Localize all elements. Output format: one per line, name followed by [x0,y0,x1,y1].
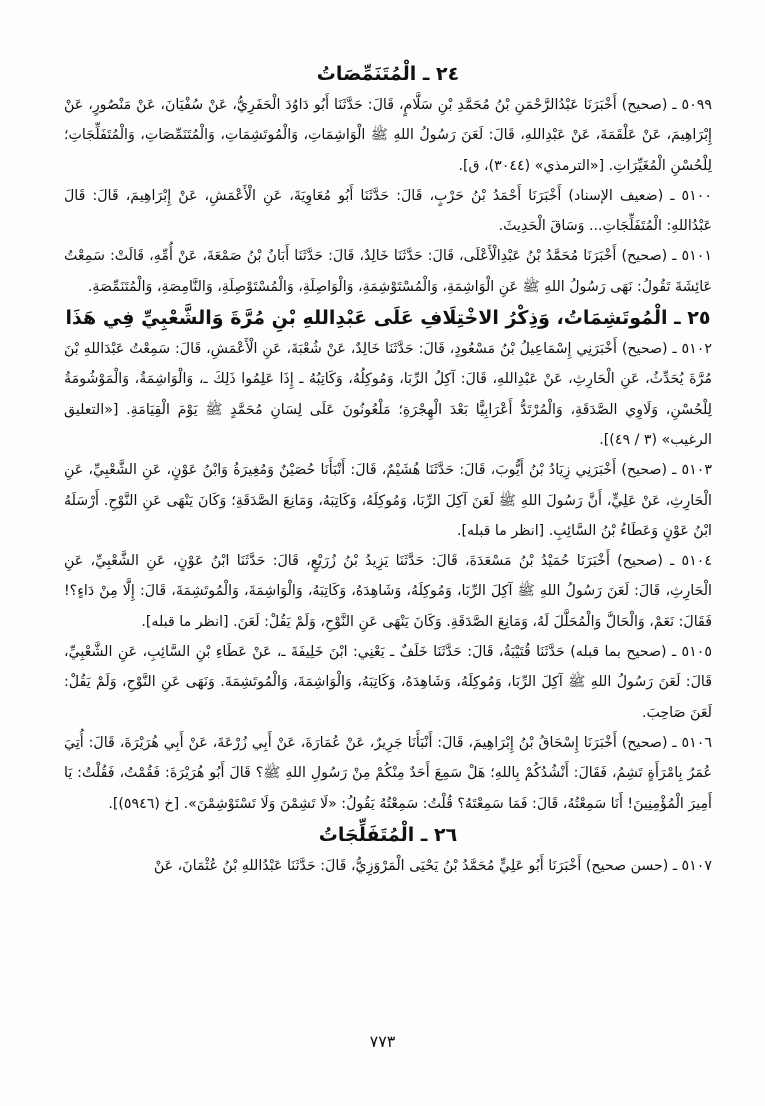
hadith-text: أَخْبَرَنَا عَبْدُالرَّحْمَنِ بْنُ مُحَمَّدِ بْنِ سَلَّامٍ، قَالَ: حَدَّثَنَا أَبُو دَاوُدَ الْحَفَرِيُّ، عَنْ سُفْيَانَ، عَنْ مَنْصُورٍ، عَنْ إِبْرَاهِيمَ، عَنْ عَلْقَمَةَ، عَنْ عَبْدِاللهِ، قَالَ: لَعَنَ رَسُولُ اللهِ ﷺ الْوَاشِمَاتِ، وَالْمُوتَشِمَاتِ، وَالْمُتَنَمِّصَاتِ، وَالْمُتَفَلِّجَاتِ؛ لِلْحُسْنِ الْمُغَيِّرَاتِ. [«الترمذي» (٣٠٤٤)، ق]. [64,97,712,174]
hadith-5104: ٥١٠٤ ـ (صحيح) أَخْبَرَنَا حُمَيْدُ بْنُ مَسْعَدَةَ، قَالَ: حَدَّثَنَا يَزِيدُ بْنُ زُرَيْعٍ، قَالَ: حَدَّثَنَا ابْنُ عَوْنٍ، عَنِ الشَّعْبِيِّ، عَنِ الْحَارِثِ، قَالَ: لَعَنَ رَسُولُ اللهِ ﷺ آكِلَ الرِّبَا، وَمُوكِلَهُ، وَشَاهِدَهُ، وَكَاتِبَهُ، وَالْوَاشِمَةَ، وَالْمُوتَشِمَةَ، قَالَ: إِلَّا مِنْ دَاءٍ؟! فَقَالَ: نَعَمْ، وَالْحَالَّ وَالْمُحَلَّلَ لَهُ، وَمَانِعَ الصَّدَقَةِ. وَكَانَ يَنْهَى عَنِ النَّوْحِ، وَلَمْ يَقُلْ: لَعَنَ. [انظر ما قبله]. [64,553,712,630]
hadith-number: ٥١٠٦ [681,734,712,751]
hadith-5099: ٥٠٩٩ ـ (صحيح) أَخْبَرَنَا عَبْدُالرَّحْمَنِ بْنُ مُحَمَّدِ بْنِ سَلَّامٍ، قَالَ: حَدَّثَنَا أَبُو دَاوُدَ الْحَفَرِيُّ، عَنْ سُفْيَانَ، عَنْ مَنْصُورٍ، عَنْ إِبْرَاهِيمَ، عَنْ عَلْقَمَةَ، عَنْ عَبْدِاللهِ، قَالَ: لَعَنَ رَسُولُ اللهِ ﷺ الْوَاشِمَاتِ، وَالْمُوتَشِمَاتِ، وَالْمُتَنَمِّصَاتِ، وَالْمُتَفَلِّجَاتِ؛ لِلْحُسْنِ الْمُغَيِّرَاتِ. [«الترمذي» (٣٠٤٤)، ق]. [64,97,713,174]
hadith-grade: (صحيح) [621,462,668,479]
hadith-number: ٥١٠٧ [681,857,712,874]
hadith-text: حَدَّثَنَا قُتَيْبَةُ، قَالَ: حَدَّثَنَا خَلَفٌ ـ يَعْنِي: ابْنَ خَلِيفَةَ ـ، عَنْ عَطَاءِ بْنِ السَّائِبِ، عَنِ الشَّعْبِيِّ، قَالَ: لَعَنَ رَسُولُ اللهِ ﷺ آكِلَ الرِّبَا، وَمُوكِلَهُ، وَشَاهِدَهُ، وَكَاتِبَهُ، وَالْوَاشِمَةَ، وَالْمُوتَشِمَةَ. وَنَهَى عَنِ النَّوْحِ، وَلَمْ يَقُلْ: لَعَنَ صَاحِبَ. [64,644,712,721]
chapter-heading-26: ٢٦ ـ الْمُتَفَلِّجَاتُ [318,823,458,846]
hadith-5105: ٥١٠٥ ـ (صحيح بما قبله) حَدَّثَنَا قُتَيْبَةُ، قَالَ: حَدَّثَنَا خَلَفٌ ـ يَعْنِي: ابْنَ خَلِيفَةَ ـ، عَنْ عَطَاءِ بْنِ السَّائِبِ، عَنِ الشَّعْبِيِّ، قَالَ: لَعَنَ رَسُولُ اللهِ ﷺ آكِلَ الرِّبَا، وَمُوكِلَهُ، وَشَاهِدَهُ، وَكَاتِبَهُ، وَالْوَاشِمَةَ، وَالْمُوتَشِمَةَ. وَنَهَى عَنِ النَّوْحِ، وَلَمْ يَقُلْ: لَعَنَ صَاحِبَ. [64,644,712,721]
hadith-text: أَخْبَرَنِي زِيَادُ بْنُ أَيُّوبَ، قَالَ: حَدَّثَنَا هُشَيْمٌ، قَالَ: أَنْبَأَنَا حُصَيْنٌ وَمُغِيرَةُ وَابْنُ عَوْنٍ، عَنِ الشَّعْبِيِّ، عَنِ الْحَارِثِ، عَنْ عَلِيٍّ، أَنَّ رَسُولَ اللهِ ﷺ لَعَنَ آكِلَ الرِّبَا، وَمُوكِلَهُ، وَكَاتِبَهُ، وَمَانِعَ الصَّدَقَةِ؛ وَكَانَ يَنْهَى عَنِ النَّوْحِ. أَرْسَلَهُ ابْنُ عَوْنٍ وَعَطَاءُ بْنُ السَّائِبِ. [انظر ما قبله]. [64,462,712,539]
hadith-number: ٥١٠١ [681,248,712,265]
hadith-number: ٥١٠٥ [681,644,712,661]
page-number: ٧٧٣ [369,1032,396,1051]
hadith-grade: (حسن صحيح) [585,857,669,874]
chapter-heading-25: ٢٥ ـ الْمُوتَشِمَاتُ، وَذِكْرُ الاخْتِلَافِ عَلَى عَبْدِاللهِ بْنِ مُرَّةَ وَالشَّعْبِيِّ فِي هَذَا [65,307,711,330]
hadith-text: أَخْبَرَنَا حُمَيْدُ بْنُ مَسْعَدَةَ، قَالَ: حَدَّثَنَا يَزِيدُ بْنُ زُرَيْعٍ، قَالَ: حَدَّثَنَا ابْنُ عَوْنٍ، عَنِ الشَّعْبِيِّ، عَنِ الْحَارِثِ، قَالَ: لَعَنَ رَسُولُ اللهِ ﷺ آكِلَ الرِّبَا، وَمُوكِلَهُ، وَشَاهِدَهُ، وَكَاتِبَهُ، وَالْوَاشِمَةَ، وَالْمُوتَشِمَةَ، قَالَ: إِلَّا مِنْ دَاءٍ؟! فَقَالَ: نَعَمْ، وَالْحَالَّ وَالْمُحَلَّلَ لَهُ، وَمَانِعَ الصَّدَقَةِ. وَكَانَ يَنْهَى عَنِ النَّوْحِ، وَلَمْ يَقُلْ: لَعَنَ. [انظر ما قبله]. [64,553,712,630]
hadith-grade: (صحيح) [621,734,668,751]
hadith-5102: ٥١٠٢ ـ (صحيح) أَخْبَرَنِي إِسْمَاعِيلُ بْنُ مَسْعُودٍ، قَالَ: حَدَّثَنَا خَالِدٌ، عَنْ شُعْبَةَ، عَنِ الْأَعْمَشِ، قَالَ: سَمِعْتُ عَبْدَاللهِ بْنَ مُرَّةَ يُحَدِّثُ، عَنِ الْحَارِثِ، عَنْ عَبْدِاللهِ، قَالَ: آكِلُ الرِّبَا، وَمُوكِلُهُ، وَكَاتِبُهُ ـ إِذَا عَلِمُوا ذَلِكَ ـ، وَالْوَاشِمَةُ، وَالْمَوْشُومَةُ لِلْحُسْنِ، وَلَاوِي الصَّدَقَةِ، وَالْمُرْتَدُّ أَعْرَابِيًّا بَعْدَ الْهِجْرَةِ؛ مَلْعُونُونَ عَلَى لِسَانِ مُحَمَّدٍ ﷺ يَوْمَ الْقِيَامَةِ. [«التعليق الرغيب» (٣ / ٤٩)]. [64,341,712,448]
hadith-number: ٥٠٩٩ [681,97,713,113]
hadith-5101: ٥١٠١ ـ (صحيح) أَخْبَرَنَا مُحَمَّدُ بْنُ عَبْدِالْأَعْلَى، قَالَ: حَدَّثَنَا خَالِدٌ، قَالَ: حَدَّثَنَا أَبَانُ بْنُ صَمْعَةَ، عَنْ أُمِّهِ، قَالَتْ: سَمِعْتُ عَائِشَةَ تَقُولُ: نَهَى رَسُولُ اللهِ ﷺ عَنِ الْوَاشِمَةِ، وَالْمُسْتَوْشِمَةِ، وَالْوَاصِلَةِ، وَالْمُسْتَوْصِلَةِ، وَالنَّامِصَةِ، وَالْمُتَنَمِّصَةِ. [64,248,712,295]
page-content [64,58,712,881]
hadith-5107: ٥١٠٧ ـ (حسن صحيح) أَخْبَرَنَا أَبُو عَلِيٍّ مُحَمَّدُ بْنُ يَحْيَى الْمَرْوَزِيُّ، قَالَ: حَدَّثَنَا عَبْدُاللهِ بْنُ عُثْمَانَ، عَنْ [153,857,712,874]
chapter-heading-24: ٢٤ ـ الْمُتَنَمِّصَاتُ [316,63,460,85]
hadith-text: أَخْبَرَنَا أَبُو عَلِيٍّ مُحَمَّدُ بْنُ يَحْيَى الْمَرْوَزِيُّ، قَالَ: حَدَّثَنَا عَبْدُاللهِ بْنُ عُثْمَانَ، عَنْ [153,857,582,874]
hadith-5100: ٥١٠٠ ـ (ضعيف الإسناد) أَخْبَرَنَا أَحْمَدُ بْنُ حَرْبٍ، قَالَ: حَدَّثَنَا أَبُو مُعَاوِيَةَ، عَنِ الْأَعْمَشِ، عَنْ إِبْرَاهِيمَ، قَالَ: قَالَ عَبْدُاللهِ: الْمُتَفَلِّجَاتِ... وَسَاقَ الْحَدِيثَ. [64,187,712,235]
hadith-number: ٥١٠٢ [681,341,712,358]
hadith-grade: (صحيح) [621,248,668,265]
hadith-5103: ٥١٠٣ ـ (صحيح) أَخْبَرَنِي زِيَادُ بْنُ أَيُّوبَ، قَالَ: حَدَّثَنَا هُشَيْمٌ، قَالَ: أَنْبَأَنَا حُصَيْنٌ وَمُغِيرَةُ وَابْنُ عَوْنٍ، عَنِ الشَّعْبِيِّ، عَنِ الْحَارِثِ، عَنْ عَلِيٍّ، أَنَّ رَسُولَ اللهِ ﷺ لَعَنَ آكِلَ الرِّبَا، وَمُوكِلَهُ، وَكَاتِبَهُ، وَمَانِعَ الصَّدَقَةِ؛ وَكَانَ يَنْهَى عَنِ النَّوْحِ. أَرْسَلَهُ ابْنُ عَوْنٍ وَعَطَاءُ بْنُ السَّائِبِ. [انظر ما قبله]. [64,462,712,539]
hadith-text: أَخْبَرَنَا مُحَمَّدُ بْنُ عَبْدِالْأَعْلَى، قَالَ: حَدَّثَنَا خَالِدٌ، قَالَ: حَدَّثَنَا أَبَانُ بْنُ صَمْعَةَ، عَنْ أُمِّهِ، قَالَتْ: سَمِعْتُ عَائِشَةَ تَقُولُ: نَهَى رَسُولُ اللهِ ﷺ عَنِ الْوَاشِمَةِ، وَالْمُسْتَوْشِمَةِ، وَالْوَاصِلَةِ، وَالْمُسْتَوْصِلَةِ، وَالنَّامِصَةِ، وَالْمُتَنَمِّصَةِ. [64,248,712,295]
hadith-number: ٥١٠٣ [681,462,712,479]
hadith-text: أَخْبَرَنَا أَحْمَدُ بْنُ حَرْبٍ، قَالَ: حَدَّثَنَا أَبُو مُعَاوِيَةَ، عَنِ الْأَعْمَشِ، عَنْ إِبْرَاهِيمَ، قَالَ: قَالَ عَبْدُاللهِ: الْمُتَفَلِّجَاتِ... وَسَاقَ الْحَدِيثَ. [64,187,712,235]
hadith-number: ٥١٠٤ [681,553,712,570]
hadith-grade: (ضعيف الإسناد) [568,187,664,204]
hadith-grade: (صحيح) [621,97,668,113]
hadith-grade: (صحيح) [617,553,663,570]
hadith-text: أَخْبَرَنِي إِسْمَاعِيلُ بْنُ مَسْعُودٍ، قَالَ: حَدَّثَنَا خَالِدٌ، عَنْ شُعْبَةَ، عَنِ الْأَعْمَشِ، قَالَ: سَمِعْتُ عَبْدَاللهِ بْنَ مُرَّةَ يُحَدِّثُ، عَنِ الْحَارِثِ، عَنْ عَبْدِاللهِ، قَالَ: آكِلُ الرِّبَا، وَمُوكِلُهُ، وَكَاتِبُهُ ـ إِذَا عَلِمُوا ذَلِكَ ـ، وَالْوَاشِمَةُ، وَالْمَوْشُومَةُ لِلْحُسْنِ، وَلَاوِي الصَّدَقَةِ، وَالْمُرْتَدُّ أَعْرَابِيًّا بَعْدَ الْهِجْرَةِ؛ مَلْعُونُونَ عَلَى لِسَانِ مُحَمَّدٍ ﷺ يَوْمَ الْقِيَامَةِ. [«التعليق الرغيب» (٣ / ٤٩)]. [64,341,712,448]
hadith-5106: ٥١٠٦ ـ (صحيح) أَخْبَرَنَا إِسْحَاقُ بْنُ إِبْرَاهِيمَ، قَالَ: أَنْبَأَنَا جَرِيرٌ، عَنْ عُمَارَةَ، عَنْ أَبِي زُرْعَةَ، عَنْ أَبِي هُرَيْرَةَ، قَالَ: أُتِيَ عُمَرُ بِامْرَأَةٍ تَشِمُ، فَقَالَ: أَنْشُدُكُمْ بِاللهِ؛ هَلْ سَمِعَ أَحَدٌ مِنْكُمْ مِنْ رَسُولِ اللهِ ﷺ؟ قَالَ أَبُو هُرَيْرَةَ: فَقُمْتُ، فَقُلْتُ: يَا أَمِيرَ الْمُؤْمِنِينَ! أَنَا سَمِعْتُهُ، قَالَ: فَمَا سَمِعْتَهُ؟ قُلْتُ: سَمِعْتُهُ يَقُولُ: «لَا تَشِمْنَ وَلَا تَسْتَوْشِمْنَ». [خ (٥٩٤٦)]. [64,734,712,812]
hadith-text: أَخْبَرَنَا إِسْحَاقُ بْنُ إِبْرَاهِيمَ، قَالَ: أَنْبَأَنَا جَرِيرٌ، عَنْ عُمَارَةَ، عَنْ أَبِي زُرْعَةَ، عَنْ أَبِي هُرَيْرَةَ، قَالَ: أُتِيَ عُمَرُ بِامْرَأَةٍ تَشِمُ، فَقَالَ: أَنْشُدُكُمْ بِاللهِ؛ هَلْ سَمِعَ أَحَدٌ مِنْكُمْ مِنْ رَسُولِ اللهِ ﷺ؟ قَالَ أَبُو هُرَيْرَةَ: فَقُمْتُ، فَقُلْتُ: يَا أَمِيرَ الْمُؤْمِنِينَ! أَنَا سَمِعْتُهُ، قَالَ: فَمَا سَمِعْتَهُ؟ قُلْتُ: سَمِعْتُهُ يَقُولُ: «لَا تَشِمْنَ وَلَا تَسْتَوْشِمْنَ». [خ (٥٩٤٦)]. [64,734,712,812]
hadith-grade: (صحيح بما قبله) [570,644,667,661]
hadith-grade: (صحيح) [621,341,668,358]
hadith-number: ٥١٠٠ [681,187,712,204]
